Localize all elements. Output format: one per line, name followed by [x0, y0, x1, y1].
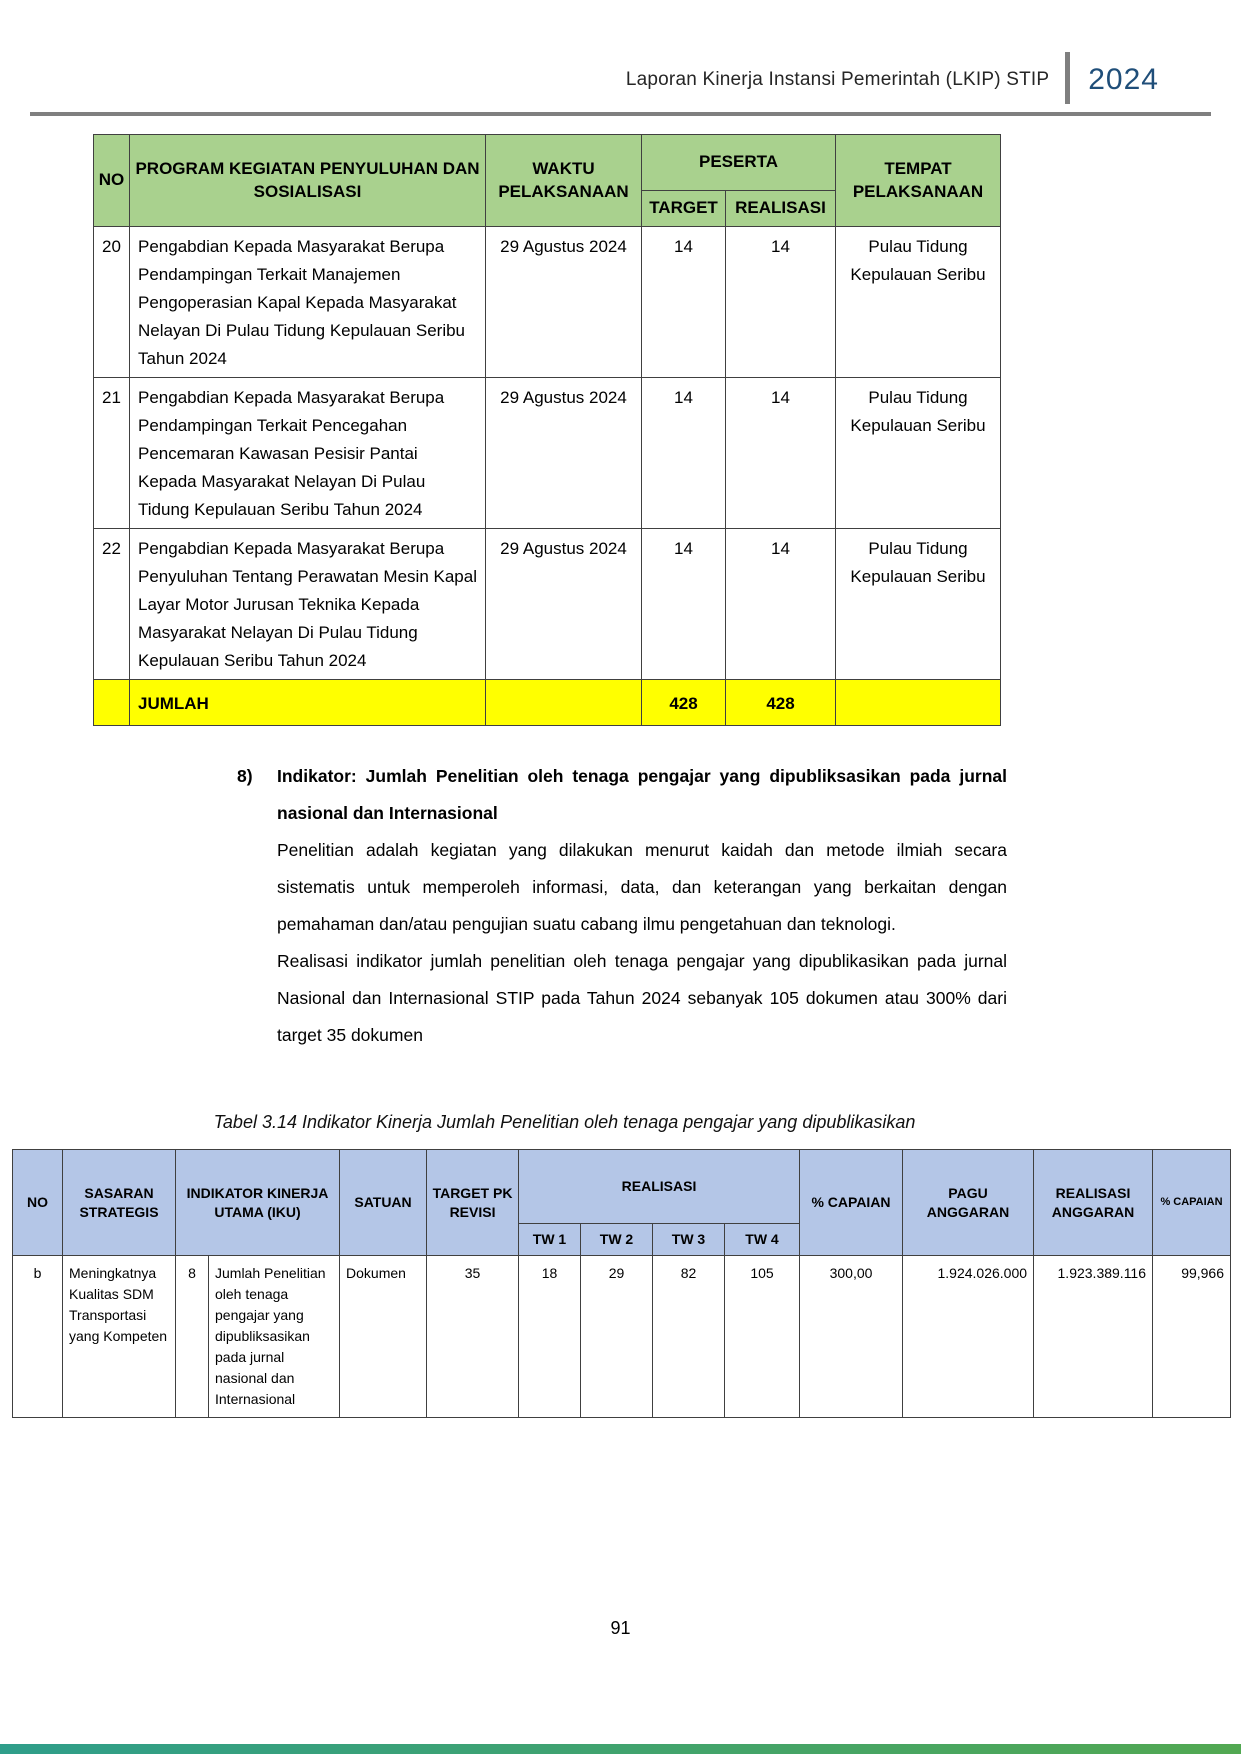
iku-row-number: 8 — [176, 1256, 209, 1418]
t2-header-target-pk: TARGET PK REVISI — [427, 1150, 519, 1256]
row-realisasi: 14 — [726, 378, 836, 529]
iku-row-no: b — [13, 1256, 63, 1418]
iku-row-sasaran: Meningkatnya Kualitas SDM Transportasi yang Kompeten — [63, 1256, 176, 1418]
row-target: 14 — [642, 529, 726, 680]
table-row — [13, 1256, 1231, 1418]
t2-header-tw2: TW 2 — [581, 1224, 653, 1256]
total-row — [94, 680, 1001, 726]
iku-row-capaian: 300,00 — [800, 1256, 903, 1418]
row-waktu: 29 Agustus 2024 — [486, 529, 642, 680]
t2-header-iku: INDIKATOR KINERJA UTAMA (IKU) — [176, 1150, 340, 1256]
table-caption: Tabel 3.14 Indikator Kinerja Jumlah Penelitian oleh tenaga pengajar yang dipublikasikan — [213, 1112, 916, 1132]
t1-header-program: PROGRAM KEGIATAN PENYULUHAN DAN SOSIALISASI — [130, 135, 486, 227]
row-program: Pengabdian Kepada Masyarakat Berupa Penyuluhan Tentang Perawatan Mesin Kapal Layar Motor Jurusan Teknika Kepada Masyarakat Nelayan Di Pulau Tidung Kepulauan Seribu Tahun 2024 — [130, 529, 486, 680]
row-no: 22 — [94, 529, 130, 680]
total-no-cell — [94, 680, 130, 726]
t1-header-peserta: PESERTA — [642, 135, 836, 191]
table1-header — [94, 135, 1001, 227]
section-paragraph-2: Realisasi indikator jumlah penelitian oleh tenaga pengajar yang dipublikasikan pada jurnal Nasional dan Internasional STIP pada Tahun 2024 sebanyak 105 dokumen atau 300% dari target 35 dokumen — [277, 951, 1007, 1045]
total-realisasi: 428 — [726, 680, 836, 726]
t2-header-realisasi: REALISASI — [519, 1150, 800, 1224]
row-target: 14 — [642, 378, 726, 529]
section-paragraph-1: Penelitian adalah kegiatan yang dilakukan menurut kaidah dan metode ilmiah secara sistematis untuk memperoleh informasi, data, dan keterangan yang berkaitan dengan pemahaman dan/atau pengujian suatu cabang ilmu pengetahuan dan teknologi. — [277, 840, 1007, 934]
t2-header-capaian-anggaran: % CAPAIAN — [1153, 1150, 1231, 1256]
iku-row-tw1: 18 — [519, 1256, 581, 1418]
row-waktu: 29 Agustus 2024 — [486, 378, 642, 529]
t1-header-target: TARGET — [642, 191, 726, 227]
iku-row-tw2: 29 — [581, 1256, 653, 1418]
iku-row-satuan: Dokumen — [340, 1256, 427, 1418]
page-number: 91 — [610, 1618, 631, 1638]
program-kegiatan-table — [93, 134, 1001, 726]
header-rule — [30, 112, 1211, 116]
total-label: JUMLAH — [130, 680, 486, 726]
iku-row-indikator: Jumlah Penelitian oleh tenaga pengajar yang dipubliksasikan pada jurnal nasional dan Internasional — [209, 1256, 340, 1418]
section-heading — [237, 758, 1007, 832]
header-divider — [1065, 52, 1070, 104]
row-program: Pengabdian Kepada Masyarakat Berupa Pendampingan Terkait Pencegahan Pencemaran Kawasan Pesisir Pantai Kepada Masyarakat Nelayan Di Pulau Tidung Kepulauan Seribu Tahun 2024 — [130, 378, 486, 529]
iku-row-realisasi-anggaran: 1.923.389.116 — [1034, 1256, 1153, 1418]
t2-header-sasaran: SASARAN STRATEGIS — [63, 1150, 176, 1256]
section-number: 8) — [237, 766, 253, 786]
t2-header-capaian: % CAPAIAN — [800, 1150, 903, 1256]
t1-header-no: NO — [94, 135, 130, 227]
page-header — [0, 0, 1241, 104]
t1-header-waktu: WAKTU PELAKSANAAN — [486, 135, 642, 227]
t2-header-tw3: TW 3 — [653, 1224, 725, 1256]
row-waktu: 29 Agustus 2024 — [486, 227, 642, 378]
section-indicator-8 — [237, 758, 1007, 1054]
table2-header — [13, 1150, 1231, 1256]
t1-header-tempat: TEMPAT PELAKSANAAN — [836, 135, 1001, 227]
section-heading-text: Indikator: Jumlah Penelitian oleh tenaga pengajar yang dipubliksasikan pada jurnal nasional dan Internasional — [277, 766, 1007, 823]
iku-row-pagu: 1.924.026.000 — [903, 1256, 1034, 1418]
t2-header-pagu: PAGU ANGGARAN — [903, 1150, 1034, 1256]
t1-header-realisasi: REALISASI — [726, 191, 836, 227]
footer-accent-bar — [0, 1744, 1241, 1754]
report-title: Laporan Kinerja Instansi Pemerintah (LKIP) STIP — [625, 69, 1050, 90]
row-tempat: Pulau Tidung Kepulauan Seribu — [836, 529, 1001, 680]
iku-row-tw4: 105 — [725, 1256, 800, 1418]
t2-header-tw4: TW 4 — [725, 1224, 800, 1256]
total-waktu-cell — [486, 680, 642, 726]
t2-header-tw1: TW 1 — [519, 1224, 581, 1256]
iku-row-tw3: 82 — [653, 1256, 725, 1418]
report-year: 2024 — [1088, 63, 1159, 96]
iku-row-capaian-anggaran: 99,966 — [1153, 1256, 1231, 1418]
row-no: 21 — [94, 378, 130, 529]
indikator-kinerja-table — [12, 1149, 1231, 1418]
row-tempat: Pulau Tidung Kepulauan Seribu — [836, 227, 1001, 378]
row-realisasi: 14 — [726, 227, 836, 378]
t2-header-realisasi-anggaran: REALISASI ANGGARAN — [1034, 1150, 1153, 1256]
row-no: 20 — [94, 227, 130, 378]
row-tempat: Pulau Tidung Kepulauan Seribu — [836, 378, 1001, 529]
total-target: 428 — [642, 680, 726, 726]
row-realisasi: 14 — [726, 529, 836, 680]
iku-row-target-pk: 35 — [427, 1256, 519, 1418]
t2-header-no: NO — [13, 1150, 63, 1256]
t2-header-satuan: SATUAN — [340, 1150, 427, 1256]
total-tempat-cell — [836, 680, 1001, 726]
table-row — [94, 227, 1001, 378]
row-program: Pengabdian Kepada Masyarakat Berupa Pendampingan Terkait Manajemen Pengoperasian Kapal Kepada Masyarakat Nelayan Di Pulau Tidung Kepulauan Seribu Tahun 2024 — [130, 227, 486, 378]
table-row — [94, 378, 1001, 529]
table-row — [94, 529, 1001, 680]
row-target: 14 — [642, 227, 726, 378]
